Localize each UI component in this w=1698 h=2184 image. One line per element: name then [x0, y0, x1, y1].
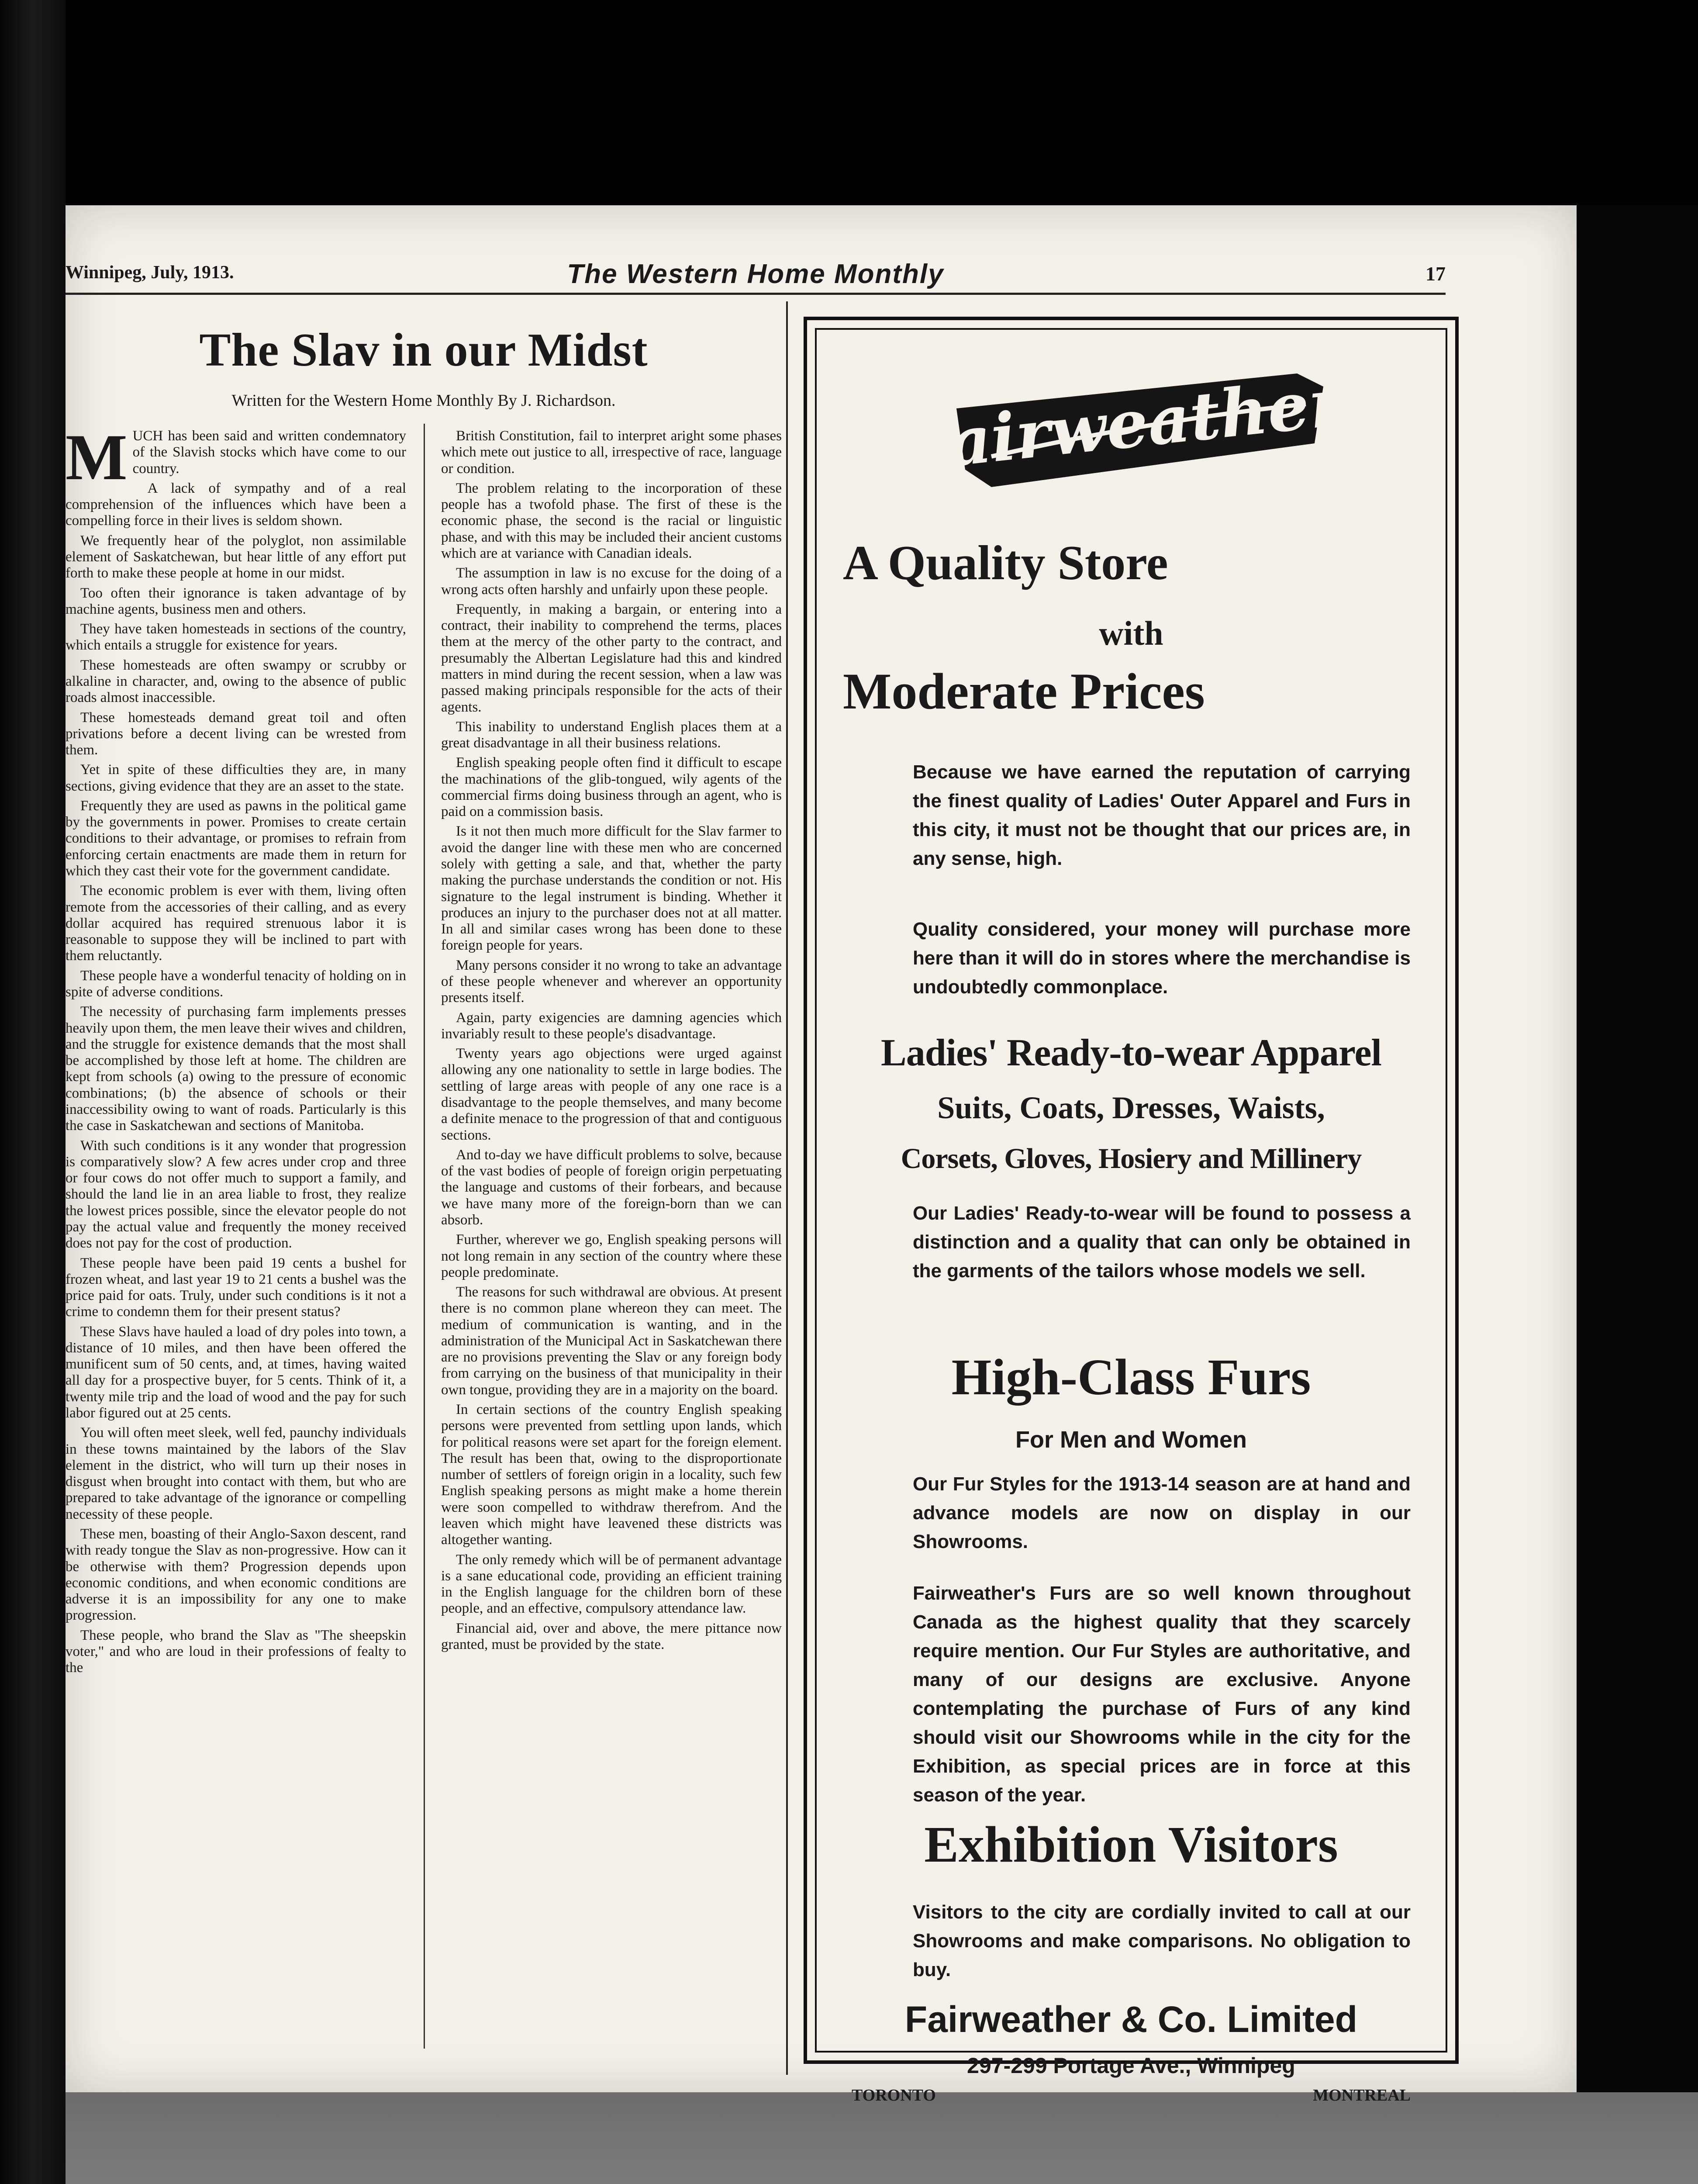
fur-styles-paragraph: Our Fur Styles for the 1913-14 season are at hand and advance models are now on display in our Showrooms.: [913, 1473, 1411, 1552]
drop-cap: M: [66, 421, 128, 494]
article-paragraph: These people, who brand the Slav as "The sheepskin voter," and who are loud in their professions of fealty to the: [66, 1627, 406, 1676]
with-heading: with: [1099, 614, 1163, 652]
moderate-prices-heading: Moderate Prices: [843, 663, 1205, 720]
article-paragraph: These men, boasting of their Anglo-Saxon descent, rand with ready tongue the Slav as non-progressive. How can it be otherwise with them? Progression depends upon economic conditions, and when economic conditions are adverse it is an impossibility for any one to make progression.: [66, 1526, 406, 1624]
article-paragraph: Frequently, in making a bargain, or entering into a contract, their inability to comprehend the terms, places them at the mercy of the other party to the contract, and presumably the Albertan Legislature had this and kindred matters in mind during the recent session, when a law was passed making principals responsible for the acts of their agents.: [441, 601, 782, 715]
article-paragraph: You will often meet sleek, well fed, paunchy individuals in these towns maintained by the labors of the Slav element in the district, who will turn up their noses in disgust when brought into contact with them, but who are prepared to take advantage of the ignorance or compelling necessity of these people.: [66, 1425, 406, 1522]
article-paragraph: The assumption in law is no excuse for the doing of a wrong acts often harshly and unfairly upon these people.: [441, 565, 782, 598]
article-paragraph: The reasons for such withdrawal are obvious. At present there is no common plane whereon they can meet. The medium of communication is wanting, and in the administration of the Municipal Act in Saskatchewan there are no provisions preventing the Slav or any foreign body from carrying on the business of that municipality in their own tongue, providing they are in a majority on the board.: [441, 1284, 782, 1398]
article-paragraph: These homesteads are often swampy or scrubby or alkaline in character, and, owing to the absence of public roads almost inaccessible.: [66, 657, 406, 706]
fairweather-advertisement: [804, 317, 1459, 2105]
ready-to-wear-paragraph: Our Ladies' Ready-to-wear will be found to possess a distinction and a quality that can only be obtained in the garments of the tailors whose models we sell.: [913, 1203, 1411, 1282]
article-paragraph: We frequently hear of the polyglot, non assimilable element of Saskatchewan, but hear little of any effort put forth to make these people at home in our midst.: [66, 532, 406, 581]
city-montreal: MONTREAL: [1313, 2086, 1411, 2105]
reputation-paragraph: Because we have earned the reputation of carrying the finest quality of Ladies' Outer Apparel and Furs in this city, it must not be thought that our prices are, in any sense, high.: [913, 761, 1411, 869]
article-paragraph: They have taken homesteads in sections of the country, which entails a struggle for existence for years.: [66, 621, 406, 653]
article-paragraph: The economic problem is ever with them, living often remote from the accessories of their calling, and as every dollar acquired has required strenuous labor it is reasonable to suppose they will be inclined to part with them reluctantly.: [66, 883, 406, 964]
article-paragraph: Too often their ignorance is taken advantage of by machine agents, business men and others.: [66, 585, 406, 617]
ladies-apparel-heading: Ladies' Ready-to-wear Apparel: [881, 1032, 1381, 1074]
furs-heading: High-Class Furs: [951, 1348, 1311, 1406]
article-paragraph: British Constitution, fail to interpret aright some phases which mete out justice to all, irrespective of race, language or condition.: [441, 428, 782, 477]
ad-inner-border: [815, 328, 1447, 2105]
visitors-paragraph: Visitors to the city are cordially invited to call at our Showrooms and make comparisons. No obligation to buy.: [913, 1901, 1411, 1980]
article-paragraph: This inability to understand English places them at a great disadvantage in all their business relations.: [441, 719, 782, 751]
page-column-rule: [786, 301, 788, 2075]
article-paragraph: Frequently they are used as pawns in the political game by the governments in power. Promises to create certain conditions to their advantage, or promises to refrain from enforcing certain enactments are made them in return for which they cast their vote for the government candidate.: [66, 798, 406, 879]
company-name: Fairweather & Co. Limited: [904, 1999, 1358, 2040]
men-women-subheading: For Men and Women: [1015, 1427, 1247, 1453]
article-paragraph: The only remedy which will be of permanent advantage is a sane educational code, providing an efficient training in the English language for the children born of these people, and an effective, compulsory attendance law.: [441, 1552, 782, 1617]
quality-store-heading: A Quality Store: [843, 536, 1168, 590]
suits-line: Suits, Coats, Dresses, Waists,: [937, 1090, 1325, 1125]
article-byline: Written for the Western Home Monthly By J. Richardson.: [231, 391, 616, 410]
issue-date: Winnipeg, July, 1913.: [66, 263, 234, 283]
article-paragraph: Financial aid, over and above, the mere pittance now granted, must be provided by the state.: [441, 1620, 782, 1652]
article: [66, 314, 782, 2062]
article-paragraph: These people have a wonderful tenacity of holding on in spite of adverse conditions.: [66, 968, 406, 1000]
article-paragraph: The problem relating to the incorporation of these people has a twofold phase. The first of these is the economic phase, the second is the racial or linguistic phase, and with this may be included their ancient customs which are at variance with Canadian ideals.: [441, 480, 782, 561]
corsets-line: Corsets, Gloves, Hosiery and Millinery: [901, 1143, 1362, 1175]
article-paragraph: English speaking people often find it difficult to escape the machinations of the glib-tongued, wily agents of the commercial firms doing business through an agent, who is paid on a commission basis.: [441, 755, 782, 820]
fairweathers-furs-paragraph: Fairweather's Furs are so well known throughout Canada as the highest quality that they scarcely require mention. Our Fur Styles are authoritative, and many of our designs are exclusive. Anyone contemplating the purchase of Furs of any kind should visit our Showrooms while in the city for the Exhibition, as special prices are in force at this season of the year.: [913, 1583, 1411, 1806]
publication-title: The Western Home Monthly: [567, 259, 944, 289]
article-paragraph: And to-day we have difficult problems to solve, because of the vast bodies of people of foreign origin perpetuating the language and customs of their forbears, and because we have many more of the foreign-born than we can absorb.: [441, 1147, 782, 1228]
page-number: 17: [1425, 263, 1446, 285]
fairweathers-logo: [902, 356, 1384, 500]
article-paragraph: Twenty years ago objections were urged against allowing any one nationality to settle in large bodies. The settling of large areas with people of any one race is a disadvantage to the people themselves, and many become a definite menace to the progression of that and contiguous sections.: [441, 1046, 782, 1143]
article-paragraph: These homesteads demand great toil and often privations before a decent living can be wrested from them.: [66, 709, 406, 758]
article-paragraph: Again, party exigencies are damning agencies which invariably result to these people's disadvantage.: [441, 1009, 782, 1042]
article-paragraph: Many persons consider it no wrong to take an advantage of these people whenever and wherever an opportunity presents itself.: [441, 957, 782, 1006]
article-paragraph: Yet in spite of these difficulties they are, in many sections, giving evidence that they are an asset to the state.: [66, 762, 406, 794]
article-title: The Slav in our Midst: [199, 324, 648, 376]
masthead: [66, 259, 1446, 295]
article-paragraph: Further, wherever we go, English speaking persons will not long remain in any section of the country where these people predominate.: [441, 1232, 782, 1280]
article-paragraph: A lack of sympathy and of a real comprehension of the influences which have been a compelling force in their lives is seldom shown.: [66, 480, 406, 529]
exhibition-heading: Exhibition Visitors: [924, 1816, 1338, 1873]
article-lead: UCH has been said and written condemnatory of the Slavish stocks which have come to our country.: [132, 428, 406, 477]
city-toronto: TORONTO: [852, 2086, 936, 2105]
company-address: 297-299 Portage Ave., Winnipeg: [967, 2053, 1295, 2078]
logo-wordmark: Fairweathers: [902, 359, 1384, 486]
article-column-2: [441, 428, 782, 2053]
underlying-page: [66, 2092, 1698, 2184]
column-rule: [424, 424, 425, 2049]
book-binding: [0, 0, 66, 2184]
article-paragraph: The necessity of purchasing farm implements presses heavily upon them, the men leave their wives and children, and the struggle for existence demands that the most shall be accomplished by those left at home. The children are kept from schools (a) owing to the pressure of economic combinations; (b) the absence of schools or their inaccessibility owing to want of roads. Particularly is this the case in Saskatchewan and sections of Manitoba.: [66, 1004, 406, 1134]
article-paragraph: These Slavs have hauled a load of dry poles into town, a distance of 10 miles, and then have been offered the munificent sum of 50 cents, and, at times, having waited all day for a prospective buyer, for 5 cents. Think of it, a twenty mile trip and the load of wood and the pay for such labor figured out at 25 cents.: [66, 1324, 406, 1421]
article-column-1: [66, 421, 406, 2053]
article-paragraph: Is it not then much more difficult for the Slav farmer to avoid the danger line with these men who are concerned solely with getting a sale, and that, whether the party making the purchase understands the condition or not. His signature to the legal instrument is binding. Whether it produces an injury to the purchaser does not at all matter. In all and similar cases wrong has been done to these foreign people for years.: [441, 823, 782, 954]
quality-paragraph: Quality considered, your money will purchase more here than it will do in stores where the merchandise is undoubtedly commonplace.: [913, 919, 1411, 998]
article-paragraph: [66, 421, 406, 494]
article-paragraph: These people have been paid 19 cents a bushel for frozen wheat, and last year 19 to 21 cents a bushel was the price paid for oats. Truly, under such conditions is it not a crime to condemn them for their present status?: [66, 1255, 406, 1320]
article-paragraph: In certain sections of the country English speaking persons were prevented from settling upon lands, which for political reasons were set apart for the foreign element. The result has been that, owing to the disproportionate number of settlers of foreign origin in a locality, such few English speaking persons as might make a home therein were soon compelled to withdraw therefrom. And the leaven which might have leavened these districts was altogether wanting.: [441, 1402, 782, 1548]
scan-border: [1577, 205, 1698, 2092]
article-paragraph: With such conditions is it any wonder that progression is comparatively slow? A few acres under crop and three or four cows do not offer much to support a family, and should the land lie in an area liable to frost, they realize the lowest prices possible, since the elevator people do not pay the actual value and frequently the money received does not pay for the cost of production.: [66, 1137, 406, 1251]
